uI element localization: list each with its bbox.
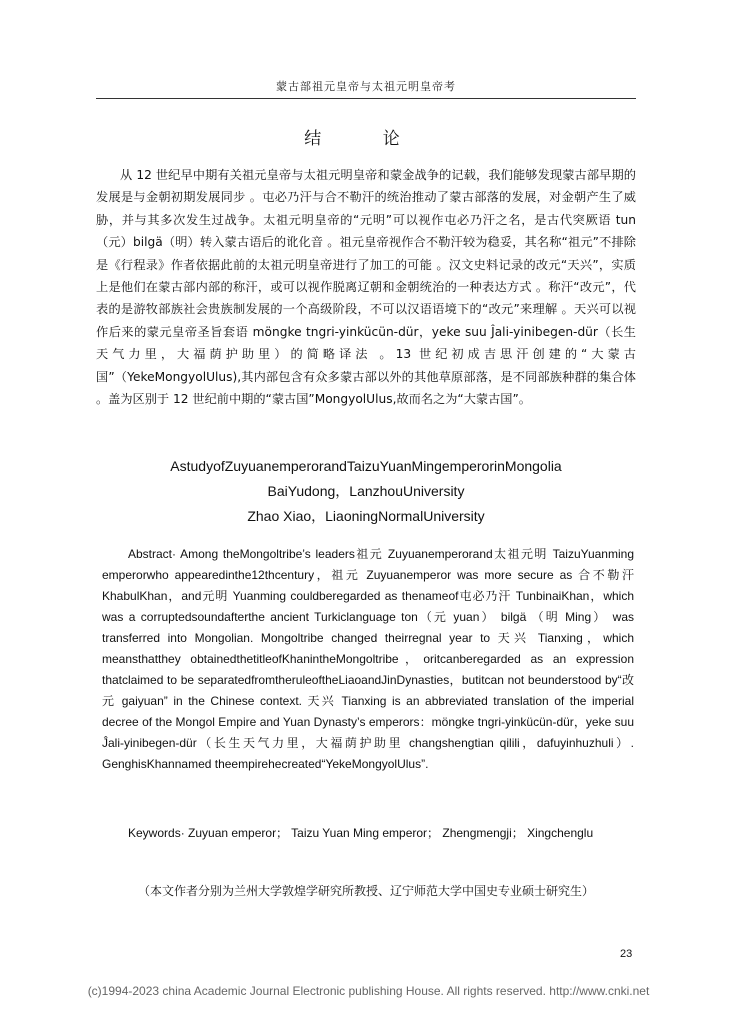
keywords-text: Keywords· Zuyuan emperor； Taizu Yuan Ming emperor； Zhengmengji； Xingchenglu: [128, 826, 594, 840]
english-title: AstudyofZuyuanemperorandTaizuYuanMingemperorinMongolia: [170, 458, 562, 474]
header-rule: [96, 98, 636, 99]
keywords-block: [102, 824, 634, 843]
copyright-footer: (c)1994-2023 china Academic Journal Electronic publishing House. All rights reserved. http://www.cnki.net: [87, 984, 650, 998]
author-line-2: Zhao Xiao，LiaoningNormalUniversity: [247, 508, 485, 524]
conclusion-paragraph: 从 12 世纪早中期有关祖元皇帝与太祖元明皇帝和蒙金战争的记载，我们能够发现蒙古部早期的发展是与金朝初期发展同步 。屯必乃汗与合不勒汗的统治推动了蒙古部落的发展，对金朝产生了威胁，并与其多次发生过战争。太祖元明皇帝的“元明”可以视作屯必乃汗之名，是古代突厥语 tun（元）bilgä（明）转入蒙古语后的讹化音 。祖元皇帝视作合不勒汗较为稳妥，其名称“祖元”不排除是《行程录》作者依据此前的太祖元明皇帝进行了加工的可能 。汉文史料记录的改元“天兴”，实质上是他们在蒙古部内部的称汗，或可以视作脱离辽朝和金朝统治的一种表达方式 。称汗“改元”，代表的是游牧部族社会贵族制发展的一个高级阶段，不可以汉语语境下的“改元”来理解 。天兴可以视作后来的蒙元皇帝圣旨套语 möngke tngri-yinkücün-dür，yeke suu Ĵali-yinibegen-dür（长生天气力里，大福荫护助里）的简略译法 。13 世纪初成吉思汗创建的“大蒙古国”（YekeMongyolUlus),其内部包含有众多蒙古部以外的其他草原部落，是不同部族种群的集合体 。盖为区别于 12 世纪前中期的“蒙古国”MongyolUlus,故而名之为“大蒙古国”。: [96, 168, 636, 407]
abstract-text: Abstract· Among theMongoltribe’s leaders祖元 Zuyuanemperorand太祖元明 TaizuYuanming emperorwho appearedinthe12thcentury，祖元 Zuyuanemperor was more secure as 合不勒汗 KhabulKhan，and元明 Yuanming couldberegarded as thenameof屯必乃汗 TunbinaiKhan，which was a corruptedsoundafterthe ancient Turkiclanguage ton（元 yuan） bilgä （明 Ming） was transferred into Mongolian. Mongoltribe changed theirregnal year to 天兴 Tianxing，which meansthatthey obtainedthetitleofKhanintheMongoltribe，oritcanberegarded as an expression thatclaimed to be separatedfromtheruleoftheLiaoandJinDynasties，butitcan not beunderstood by“改元 gaiyuan” in the Chinese context. 天兴 Tianxing is an abbreviated translation of the imperial decree of the Mongol Empire and Yuan Dynasty’s emperors：möngke tngri-yinkücün-dür，yeke suu Ĵali-yinibegen-dür（长生天气力里，大福荫护助里 changshengtian qilili，dafuyinhuzhuli）. GenghisKhannamed theempirehecreated“YekeMongyolUlus”.: [102, 547, 634, 771]
english-title-block: [96, 454, 636, 529]
page-number: 23: [620, 948, 633, 960]
author-line-1: BaiYudong，LanzhouUniversity: [267, 483, 465, 499]
abstract-block: [102, 544, 634, 775]
conclusion-body: [96, 164, 636, 410]
author-note: （本文作者分别为兰州大学敦煌学研究所教授、辽宁师范大学中国史专业硕士研究生）: [137, 884, 594, 898]
section-title: 结 论: [304, 129, 428, 149]
running-header: 蒙古部祖元皇帝与太祖元明皇帝考: [276, 80, 456, 93]
